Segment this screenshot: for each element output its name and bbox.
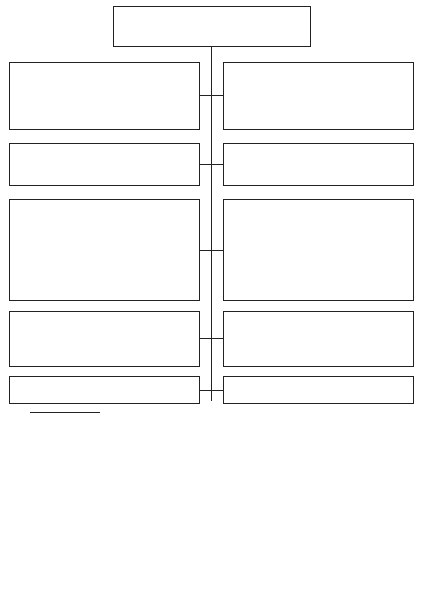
box-other-cases [223, 376, 414, 404]
connector-row-1 [200, 95, 223, 96]
box-small-business [223, 311, 414, 367]
box-creative-workers [9, 199, 200, 301]
footnote-rule [30, 412, 100, 413]
connector-row-3 [200, 250, 223, 251]
connector-row-2 [200, 164, 223, 165]
connector-row-4 [200, 338, 223, 339]
connector-spine [211, 47, 212, 401]
box-health-temporary [223, 62, 414, 130]
box-emergency-works [223, 199, 414, 301]
box-far-north [9, 311, 200, 367]
box-competition [9, 143, 200, 186]
box-executives [9, 62, 200, 130]
diagram-title [113, 6, 311, 47]
box-pensioners [223, 143, 414, 186]
box-students [9, 376, 200, 404]
connector-row-5 [200, 390, 223, 391]
